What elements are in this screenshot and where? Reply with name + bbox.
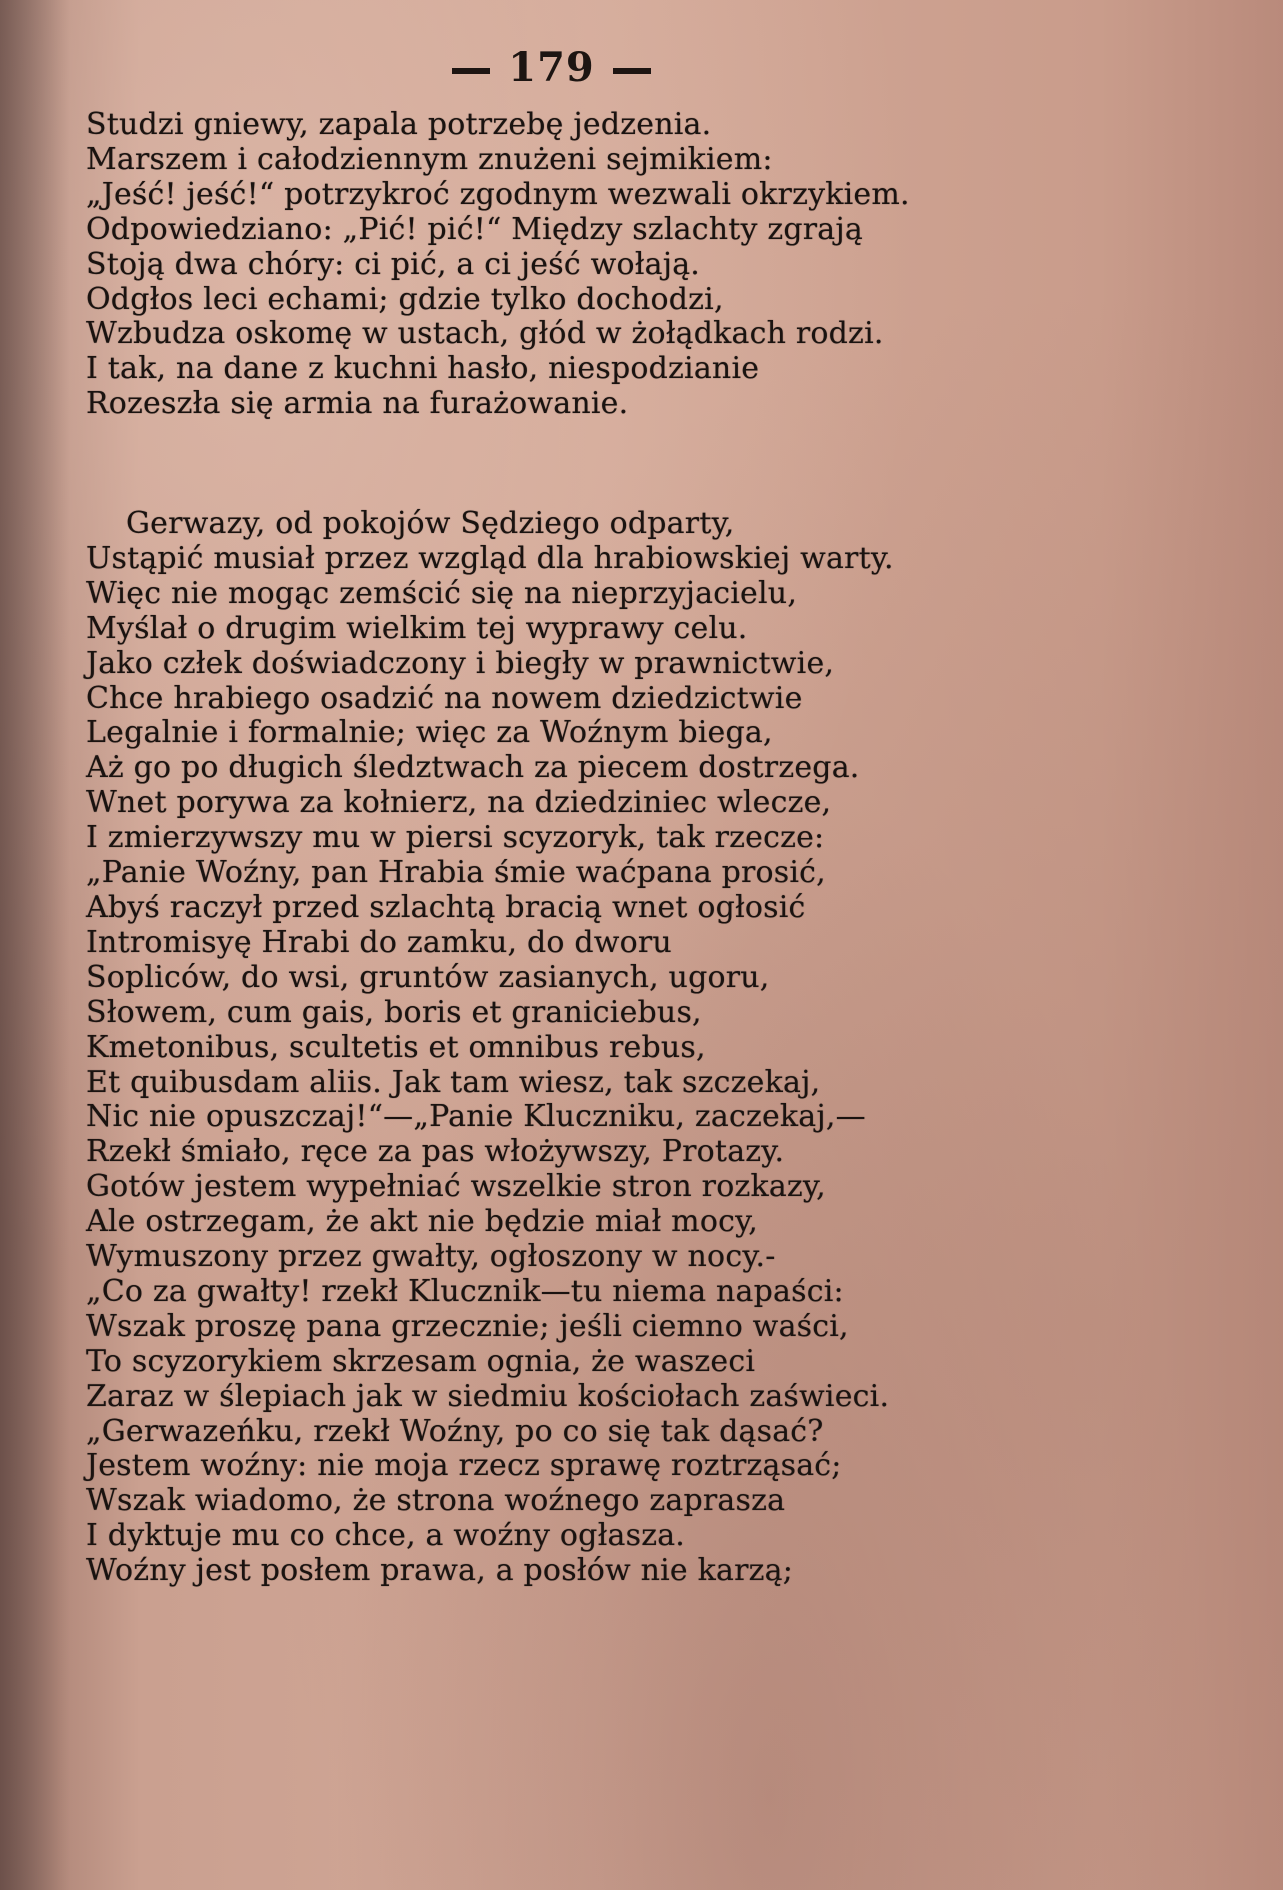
verse-line: „Panie Woźny, pan Hrabia śmie waćpana prosić,: [86, 855, 826, 891]
right-dash: [613, 68, 651, 74]
verse-line: Wszak wiadomo, że strona woźnego zaprasza: [86, 1483, 786, 1519]
verse-line: „Co za gwałty! rzekł Klucznik—tu niema napaści:: [86, 1273, 844, 1309]
verse-line: Wymuszony przez gwałty, ogłoszony w nocy.-: [86, 1239, 776, 1275]
verse-line: Intromisyę Hrabi do zamku, do dworu: [86, 924, 672, 960]
verse-line: Wzbudza oskomę w ustach, głód w żołądkach rodzi.: [86, 316, 884, 352]
page-number-header: [0, 44, 1193, 91]
verse-line: Chce hrabiego osadzić na nowem dziedzictwie: [86, 680, 803, 716]
verse-line: I zmierzywszy mu w piersi scyzoryk, tak rzecze:: [86, 820, 825, 856]
verse-line: „Gerwazeńku, rzekł Woźny, po co się tak dąsać?: [86, 1413, 824, 1449]
verse-line: Aż go po długich śledztwach za piecem dostrzega.: [86, 750, 860, 786]
verse-line: Woźny jest posłem prawa, a posłów nie karzą;: [86, 1553, 794, 1589]
verse-line: Słowem, cum gais, boris et graniciebus,: [86, 994, 702, 1030]
verse-line: Odgłos leci echami; gdzie tylko dochodzi,: [86, 281, 724, 317]
verse-line: Nic nie opuszczaj!“—„Panie Kluczniku, zaczekaj,—: [86, 1099, 866, 1135]
verse-line: I tak, na dane z kuchni hasło, niespodzianie: [86, 351, 760, 387]
verse-line: Wszak proszę pana grzecznie; jeśli ciemno waści,: [86, 1308, 849, 1344]
page-number: 179: [508, 44, 595, 91]
verse-line: Rozeszła się armia na furażowanie.: [86, 386, 629, 422]
verse-line: Jestem woźny: nie moja rzecz sprawę roztrząsać;: [86, 1448, 842, 1484]
verse-line: Abyś raczył przed szlachtą bracią wnet ogłosić: [86, 889, 806, 925]
verse-line: Myślał o drugim wielkim tej wyprawy celu.: [86, 610, 748, 646]
verse-line: Stoją dwa chóry: ci pić, a ci jeść wołają.: [86, 246, 701, 282]
page-gutter-shadow: [0, 0, 70, 1890]
verse-line: Zaraz w ślepiach jak w siedmiu kościołach zaświeci.: [86, 1378, 890, 1414]
verse-line: Odpowiedziano: „Pić! pić!“ Między szlachty zgrają: [86, 211, 863, 247]
verse-line: Ale ostrzegam, że akt nie będzie miał mocy,: [86, 1204, 758, 1240]
verse-line: Więc nie mogąc zemścić się na nieprzyjacielu,: [86, 575, 798, 611]
verse-line: Gotów jestem wypełniać wszelkie stron rozkazy,: [86, 1169, 826, 1205]
verse-line: Ustąpić musiał przez wzgląd dla hrabiowskiej warty.: [86, 540, 894, 576]
verse-line: Sopliców, do wsi, gruntów zasianych, ugoru,: [86, 959, 770, 995]
verse-line-indented: Gerwazy, od pokojów Sędziego odparty,: [126, 506, 735, 541]
verse-line: Legalnie i formalnie; więc za Woźnym biega,: [86, 715, 773, 751]
verse-line: „Jeść! jeść!“ potrzykroć zgodnym wezwali okrzykiem.: [86, 176, 910, 212]
verse-line: Marszem i całodziennym znużeni sejmikiem:: [86, 141, 773, 177]
left-dash: [452, 68, 490, 74]
verse-line: Kmetonibus, scultetis et omnibus rebus,: [86, 1029, 706, 1065]
verse-line: Studzi gniewy, zapala potrzebę jedzenia.: [86, 107, 712, 142]
verse-line: Wnet porywa za kołnierz, na dziedziniec wlecze,: [86, 785, 832, 821]
stanza-2: [86, 507, 894, 1589]
verse-line: Rzekł śmiało, ręce za pas włożywszy, Protazy.: [86, 1134, 785, 1170]
verse-line: To scyzorykiem skrzesam ognia, że waszeci: [86, 1343, 756, 1379]
stanza-1: [86, 108, 910, 422]
verse-line: Jako człek doświadczony i biegły w prawnictwie,: [86, 645, 835, 681]
verse-line: Et quibusdam aliis. Jak tam wiesz, tak szczekaj,: [86, 1064, 821, 1100]
verse-line: I dyktuje mu co chce, a woźny ogłasza.: [86, 1518, 686, 1554]
